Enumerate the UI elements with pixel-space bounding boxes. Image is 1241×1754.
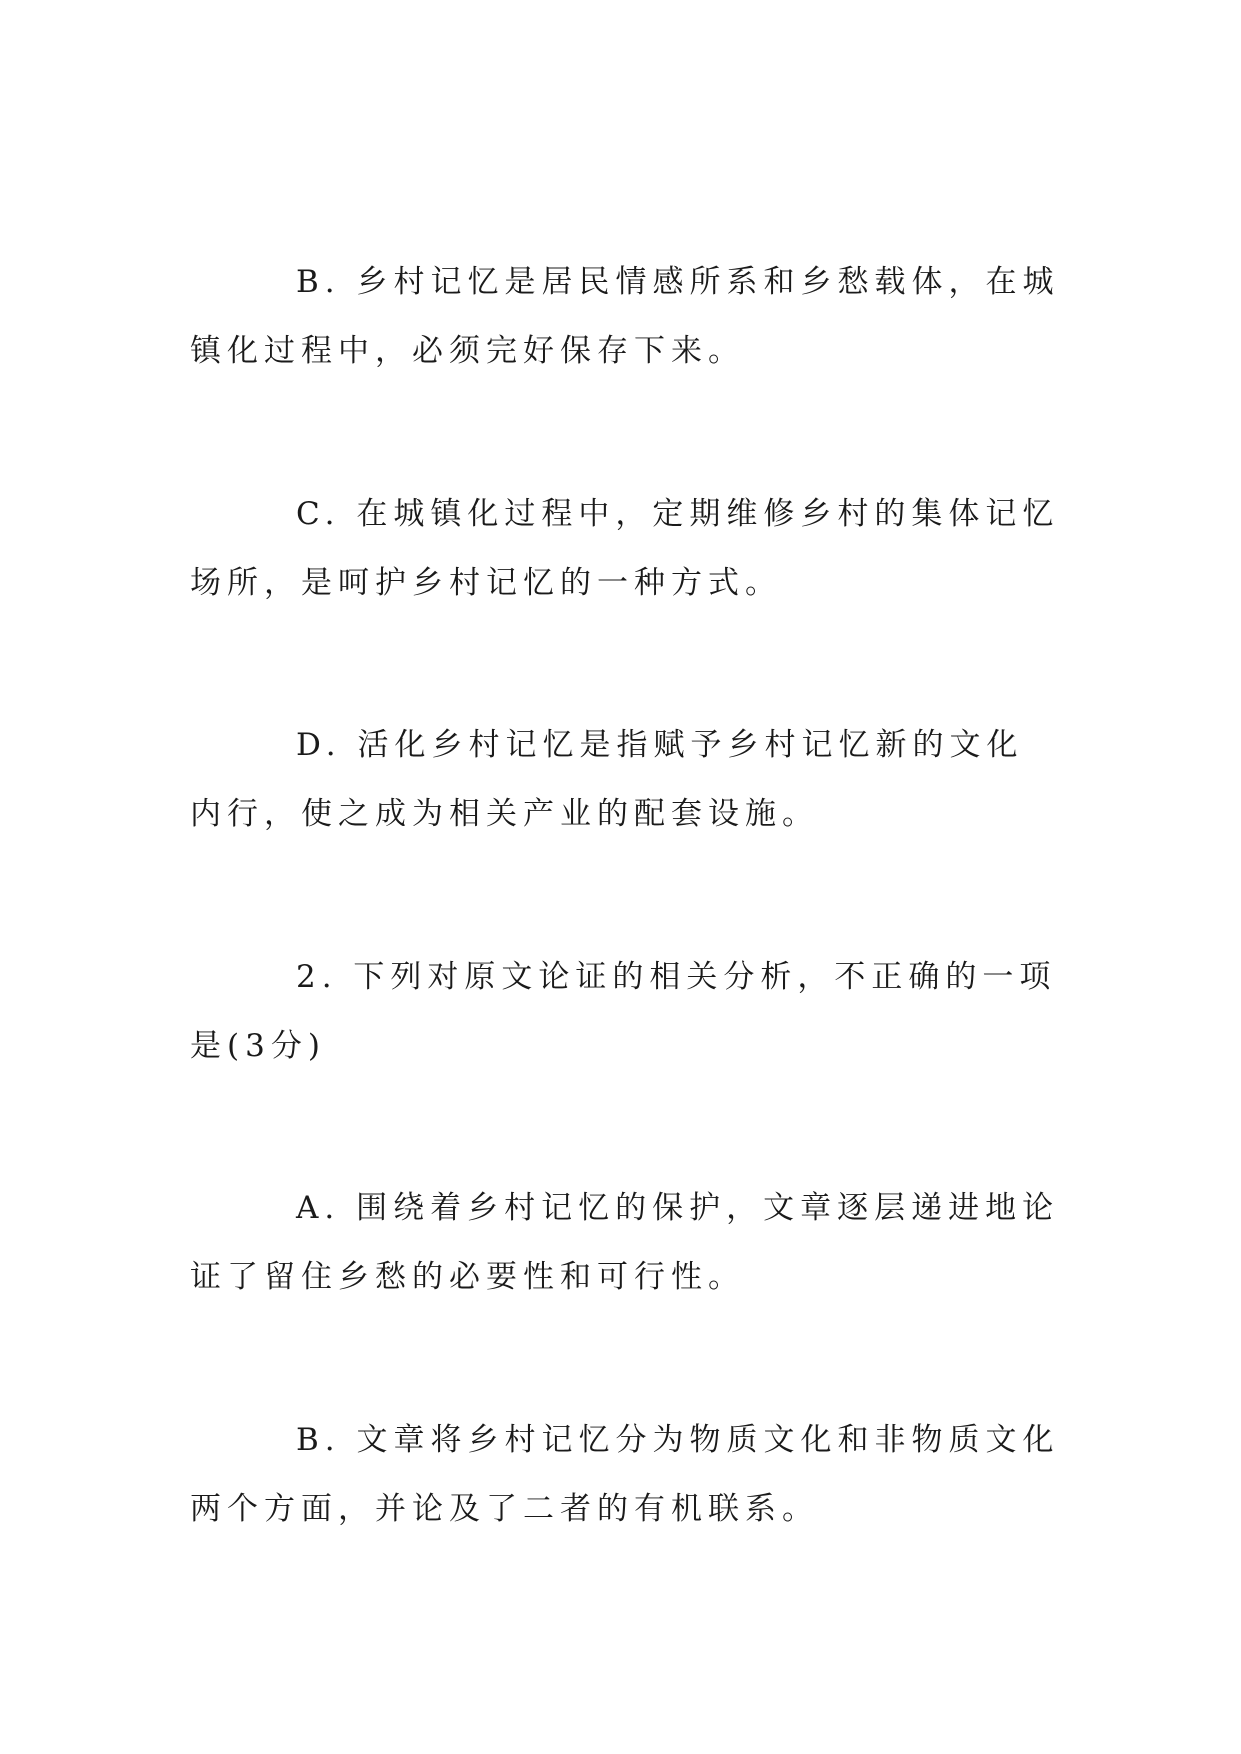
question-2-option-a-paragraph: A. 围绕着乡村记忆的保护，文章逐层递进地论证了留住乡愁的必要性和可行性。 xyxy=(190,1190,1060,1295)
question-2-paragraph: 2. 下列对原文论证的相关分析，不正确的一项是(3分) xyxy=(190,959,1057,1064)
option-d-paragraph: D. 活化乡村记忆是指赋予乡村记忆新的文化内行，使之成为相关产业的配套设施。 xyxy=(190,727,1024,832)
option-b-paragraph: B. 乡村记忆是居民情感所系和乡愁载体，在城镇化过程中，必须完好保存下来。 xyxy=(190,264,1060,369)
option-c-paragraph: C. 在城镇化过程中，定期维修乡村的集体记忆场所，是呵护乡村记忆的一种方式。 xyxy=(190,496,1060,601)
question-2-option-b-paragraph: B. 文章将乡村记忆分为物质文化和非物质文化两个方面，并论及了二者的有机联系。 xyxy=(190,1422,1060,1527)
